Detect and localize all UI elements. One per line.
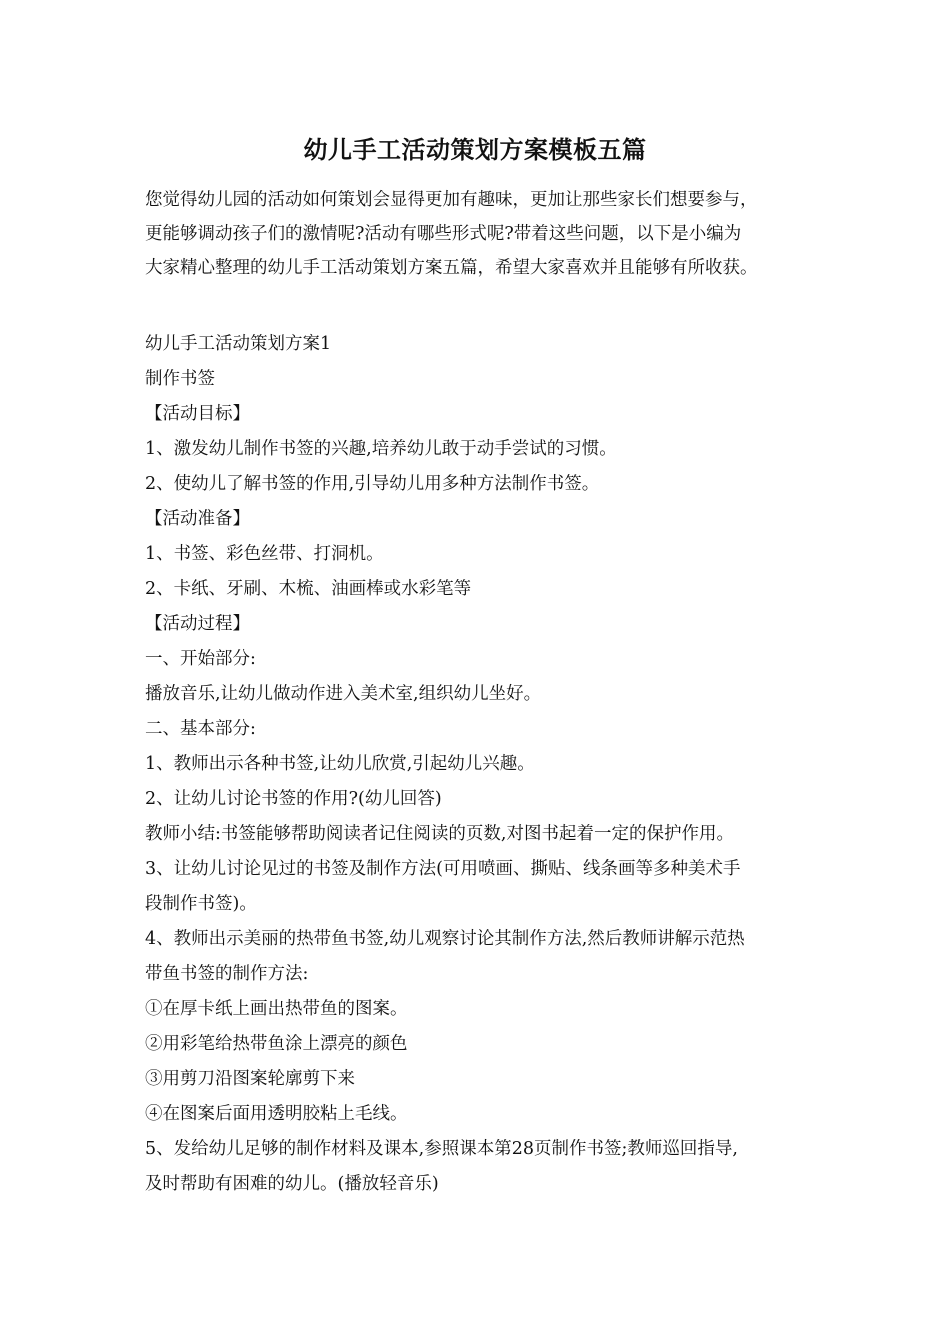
body-line: 一、开始部分: xyxy=(145,649,256,669)
body-line: 二、基本部分: xyxy=(145,719,256,739)
body-line: 教师小结:书签能够帮助阅读者记住阅读的页数,对图书起着一定的保护作用。 xyxy=(145,824,734,844)
section-heading: 幼儿手工活动策划方案1 xyxy=(145,334,332,354)
body-line: 3、让幼儿讨论见过的书签及制作方法(可用喷画、撕贴、线条画等多种美术手 xyxy=(145,859,741,879)
body-line: 2、使幼儿了解书签的作用,引导幼儿用多种方法制作书签。 xyxy=(145,474,600,494)
body-line: 2、让幼儿讨论书签的作用?(幼儿回答) xyxy=(145,789,442,809)
subsection-heading: 【活动目标】 xyxy=(145,404,250,424)
body-line: 播放音乐,让幼儿做动作进入美术室,组织幼儿坐好。 xyxy=(145,684,542,704)
body-line: 5、发给幼儿足够的制作材料及课本,参照课本第28页制作书签;教师巡回指导, xyxy=(145,1139,738,1159)
subsection-heading: 【活动过程】 xyxy=(145,614,250,634)
intro-line: 大家精心整理的幼儿手工活动策划方案五篇，希望大家喜欢并且能够有所收获。 xyxy=(145,258,758,278)
page-title: 幼儿手工活动策划方案模板五篇 xyxy=(303,135,647,164)
body-line: 1、激发幼儿制作书签的兴趣,培养幼儿敢于动手尝试的习惯。 xyxy=(145,439,617,459)
intro-line: 您觉得幼儿园的活动如何策划会显得更加有趣味，更加让那些家长们想要参与， xyxy=(145,190,758,210)
body-line: 段制作书签)。 xyxy=(145,894,257,914)
body-line: 1、教师出示各种书签,让幼儿欣赏,引起幼儿兴趣。 xyxy=(145,754,535,774)
body-line: 1、书签、彩色丝带、打洞机。 xyxy=(145,544,384,564)
body-line: 4、教师出示美丽的热带鱼书签,幼儿观察讨论其制作方法,然后教师讲解示范热 xyxy=(145,929,745,949)
step-line: ①在厚卡纸上画出热带鱼的图案。 xyxy=(145,999,408,1019)
subsection-heading: 【活动准备】 xyxy=(145,509,250,529)
step-line: ②用彩笔给热带鱼涂上漂亮的颜色 xyxy=(145,1034,408,1054)
activity-name: 制作书签 xyxy=(145,369,215,389)
body-line: 及时帮助有困难的幼儿。(播放轻音乐) xyxy=(145,1174,439,1194)
body-line: 带鱼书签的制作方法: xyxy=(145,964,309,984)
step-line: ④在图案后面用透明胶粘上毛线。 xyxy=(145,1104,408,1124)
plan-body xyxy=(145,327,825,1202)
intro-paragraph xyxy=(145,183,825,285)
step-line: ③用剪刀沿图案轮廓剪下来 xyxy=(145,1069,355,1089)
intro-line: 更能够调动孩子们的激情呢?活动有哪些形式呢?带着这些问题，以下是小编为 xyxy=(145,224,742,244)
body-line: 2、卡纸、牙刷、木梳、油画棒或水彩笔等 xyxy=(145,579,472,599)
